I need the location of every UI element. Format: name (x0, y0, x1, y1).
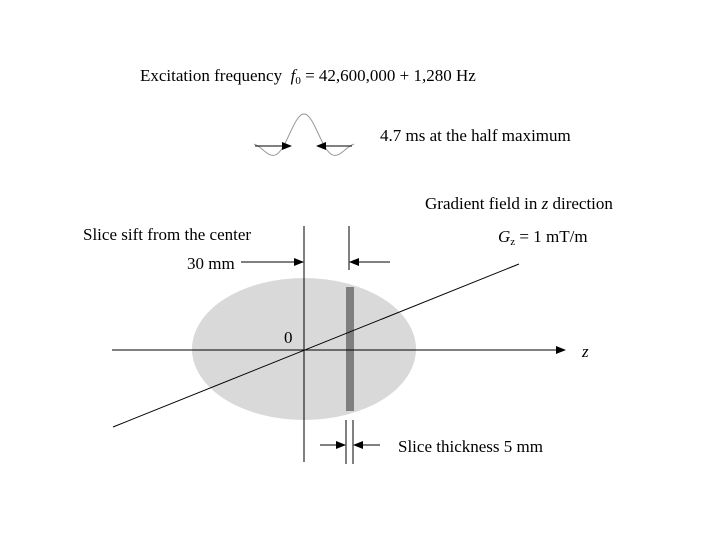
slice-thickness-label: Slice thickness 5 mm (398, 437, 543, 456)
gradient-direction-label: Gradient field in z direction (425, 194, 613, 213)
slice-shift-label: Slice sift from the center (83, 225, 252, 244)
z-axis-label: z (582, 342, 589, 361)
selected-slice (346, 287, 354, 411)
sinc-pulse-waveform (254, 114, 354, 155)
pulse-width-label: 4.7 ms at the half maximum (380, 126, 571, 145)
slice-shift-value: 30 mm (187, 254, 235, 273)
excitation-frequency-label: Excitation frequency $f_0 = 42,600,000 + 1,280$ Hz (140, 66, 476, 87)
gradient-strength-label: $G_z = 1$ mT/m (498, 227, 588, 248)
origin-label: 0 (284, 328, 293, 347)
